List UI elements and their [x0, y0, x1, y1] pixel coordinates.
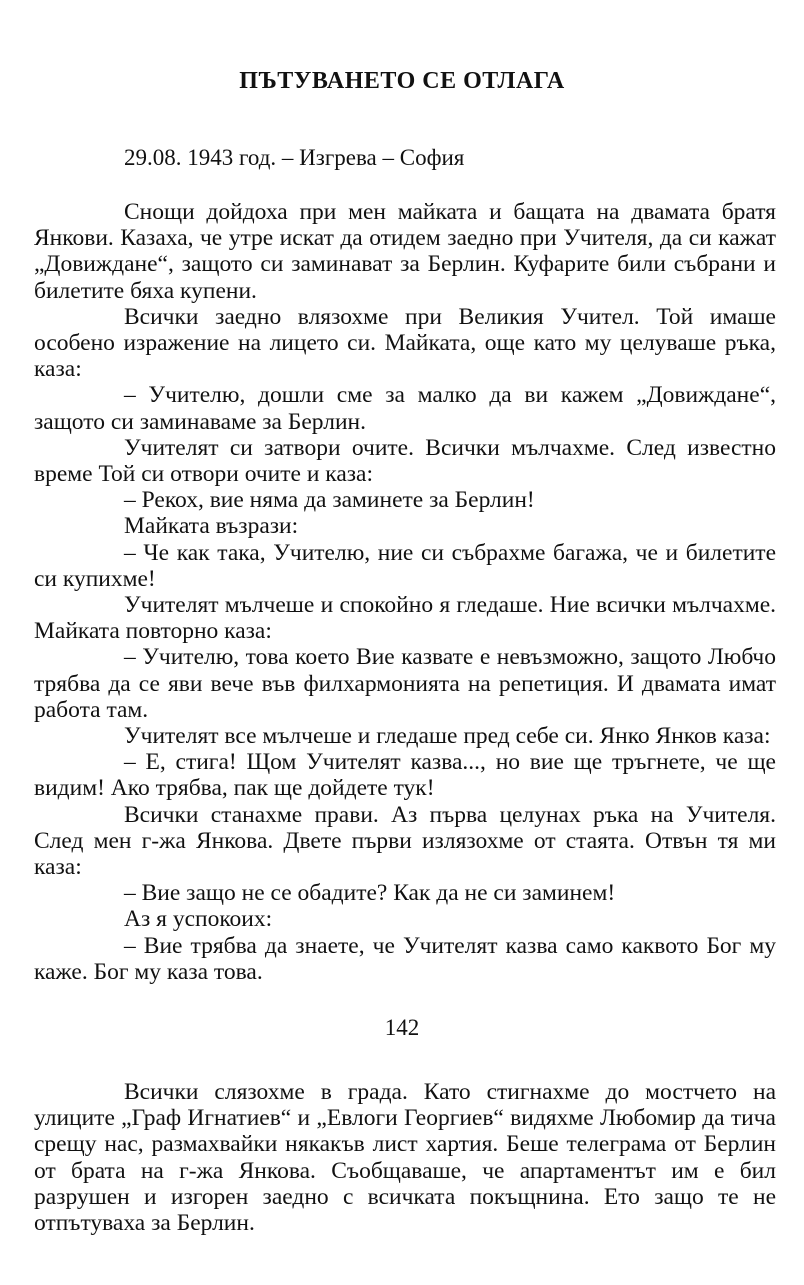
paragraph: – Учителю, дошли сме за малко да ви кажем „Довиждане“, защото си заминаваме за Берлин.	[34, 382, 776, 435]
page-number: 142	[384, 1015, 420, 1040]
paragraph: – Е, стига! Щом Учителят казва..., но вие ще тръгнете, че ще видим! Ако трябва, пак ще дойдете тук!	[34, 749, 776, 802]
paragraph: Снощи дойдоха при мен майката и бащата на двамата братя Янкови. Казаха, че утре искат да отидем заедно при Учителя, да си кажат „Довиждане“, защото си заминават за Берлин. Куфарите били събрани и билетите бяха купени.	[34, 199, 776, 304]
document-title: ПЪТУВАНЕТО СЕ ОТЛАГА	[239, 68, 565, 94]
paragraph: Всички заедно влязохме при Великия Учител. Той имаше особено изражение на лицето си. Майката, още като му целуваше ръка, каза:	[34, 303, 776, 383]
body-text-page-2	[34, 1079, 776, 1236]
paragraph: Всички слязохме в града. Като стигнахме до мостчето на улиците „Граф Игнатиев“ и „Евлоги Георгиев“ видяхме Любомир да тича срещу нас, размахвайки някакъв лист хартия. Беше телеграма от Берлин от брата на г-жа Янкова. Съобщаваше, че апартаментът им е бил разрушен и изгорен заедно с всичката покъщнина. Ето защо те не отпътуваха за Берлин.	[34, 1079, 776, 1237]
paragraph: Учителят все мълчеше и гледаше пред себе си. Янко Янков каза:	[124, 723, 771, 750]
paragraph: Аз я успокоих:	[124, 906, 273, 933]
paragraph: – Че как така, Учителю, ние си събрахме багажа, че и билетите си купихме!	[34, 539, 776, 592]
paragraph: – Вие трябва да знаете, че Учителят казва само каквото Бог му каже. Бог му каза това.	[34, 932, 776, 985]
paragraph: Майката възрази:	[124, 513, 299, 540]
paragraph: Учителят мълчеше и спокойно я гледаше. Ние всички мълчахме. Майката повторно каза:	[34, 592, 776, 645]
dateline: 29.08. 1943 год. – Изгрева – София	[124, 145, 465, 170]
paragraph: – Учителю, това което Вие казвате е невъзможно, защото Любчо трябва да се яви вече във филхармонията на репетиция. И двамата имат работа там.	[34, 644, 776, 723]
paragraph: – Вие защо не се обадите? Как да не си заминем!	[124, 880, 616, 907]
body-text-page-1	[34, 199, 776, 985]
paragraph: Учителят си затвори очите. Всички мълчахме. След известно време Той си отвори очите и каза:	[34, 434, 776, 488]
paragraph: Всички станахме прави. Аз първа целунах ръка на Учителя. След мен г-жа Янкова. Двете първи излязохме от стаята. Отвън тя ми каза:	[34, 801, 776, 881]
paragraph: – Рекох, вие няма да заминете за Берлин!	[124, 487, 535, 514]
